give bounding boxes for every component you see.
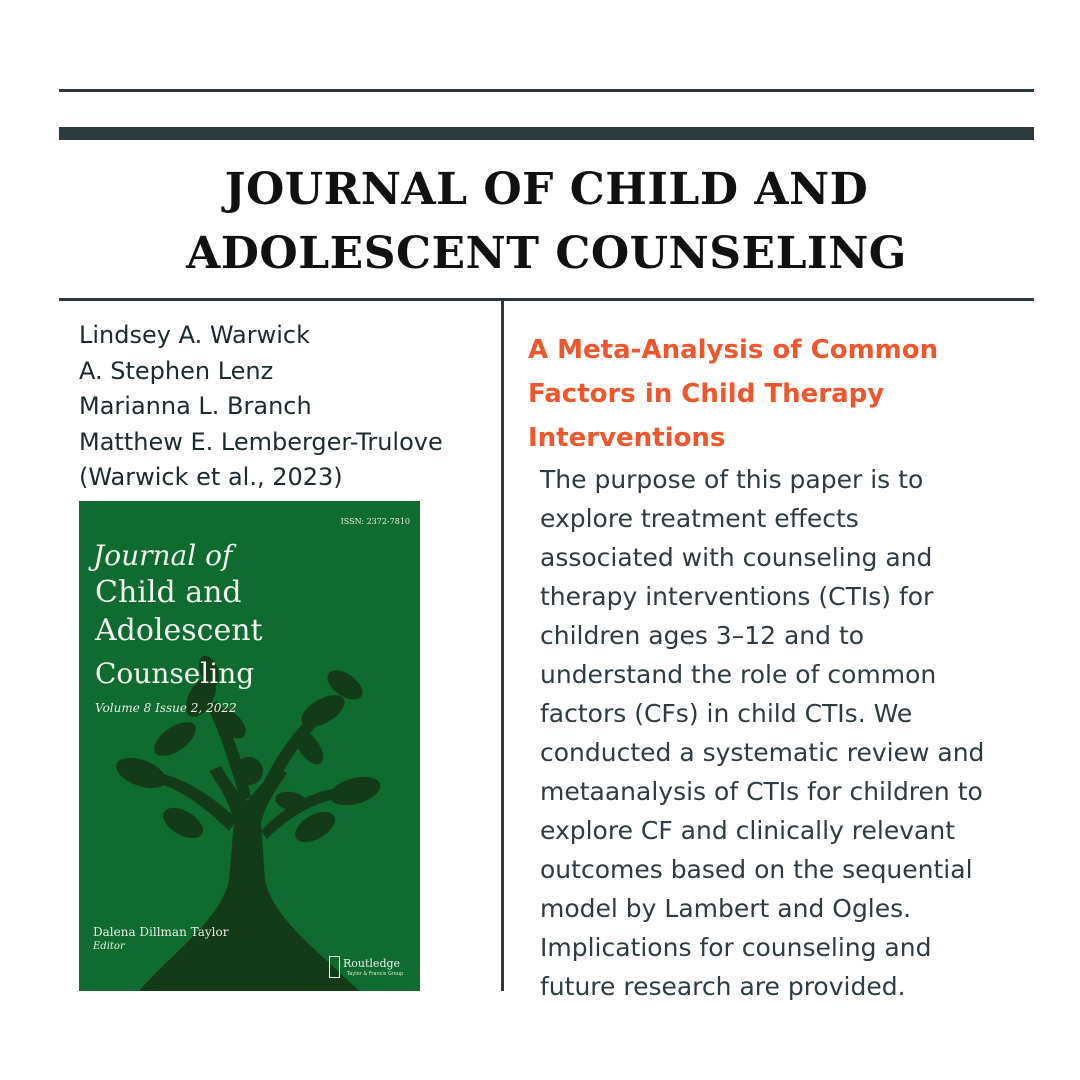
journal-title-line: JOURNAL OF CHILD AND <box>224 164 869 215</box>
abstract-line: Implications for counseling and <box>540 933 932 962</box>
cover-title-line: Counseling <box>95 657 255 690</box>
article-title-line: Interventions <box>528 423 726 453</box>
journal-cover-image <box>79 501 420 991</box>
cover-editor-role: Editor <box>93 941 125 952</box>
cover-editor-name: Dalena Dillman Taylor <box>93 925 229 939</box>
author-name: Lindsey A. Warwick <box>79 321 310 349</box>
author-list <box>79 318 443 460</box>
abstract-line: factors (CFs) in child CTIs. We <box>540 699 913 728</box>
abstract-line: metaanalysis of CTIs for children to <box>540 777 983 806</box>
cover-publisher: Routledge <box>343 957 401 970</box>
article-title-line: A Meta-Analysis of Common <box>528 335 939 365</box>
top-thick-rule <box>59 127 1034 140</box>
author-name: Matthew E. Lemberger-Trulove <box>79 427 443 456</box>
cover-title-line: Adolescent <box>95 613 263 648</box>
abstract-line: therapy interventions (CTIs) for <box>540 582 934 611</box>
abstract-line: The purpose of this paper is to <box>540 465 924 494</box>
abstract-line: future research are provided. <box>540 972 906 1001</box>
journal-title-line: ADOLESCENT COUNSELING <box>186 228 907 279</box>
cover-title-line: Journal of <box>93 539 233 572</box>
abstract-line: model by Lambert and Ogles. <box>540 894 912 923</box>
article-title <box>528 328 938 460</box>
cover-issn: ISSN: 2372-7810 <box>340 517 410 526</box>
abstract-line: children ages 3–12 and to <box>540 621 865 650</box>
abstract-line: conducted a systematic review and <box>540 738 985 767</box>
author-name: A. Stephen Lenz <box>79 356 274 385</box>
citation: (Warwick et al., 2023) <box>79 463 343 491</box>
journal-title <box>59 158 1034 286</box>
cover-title-line: Child and <box>95 575 242 610</box>
abstract-line: explore CF and clinically relevant <box>540 816 955 845</box>
abstract-line: associated with counseling and <box>540 543 933 572</box>
article-title-line: Factors in Child Therapy <box>528 379 885 409</box>
abstract-line: outcomes based on the sequential <box>540 855 973 884</box>
author-name: Marianna L. Branch <box>79 392 312 420</box>
top-thin-rule <box>59 89 1034 92</box>
cover-volume: Volume 8 Issue 2, 2022 <box>95 701 237 715</box>
abstract-line: explore treatment effects <box>540 504 859 533</box>
publisher-logo-icon <box>329 956 340 978</box>
abstract-line: understand the role of common <box>540 660 937 689</box>
column-divider-rule <box>501 301 504 991</box>
article-abstract <box>540 460 984 1006</box>
section-divider-rule <box>59 298 1034 301</box>
cover-publisher-sub: Taylor & Francis Group <box>347 971 404 977</box>
